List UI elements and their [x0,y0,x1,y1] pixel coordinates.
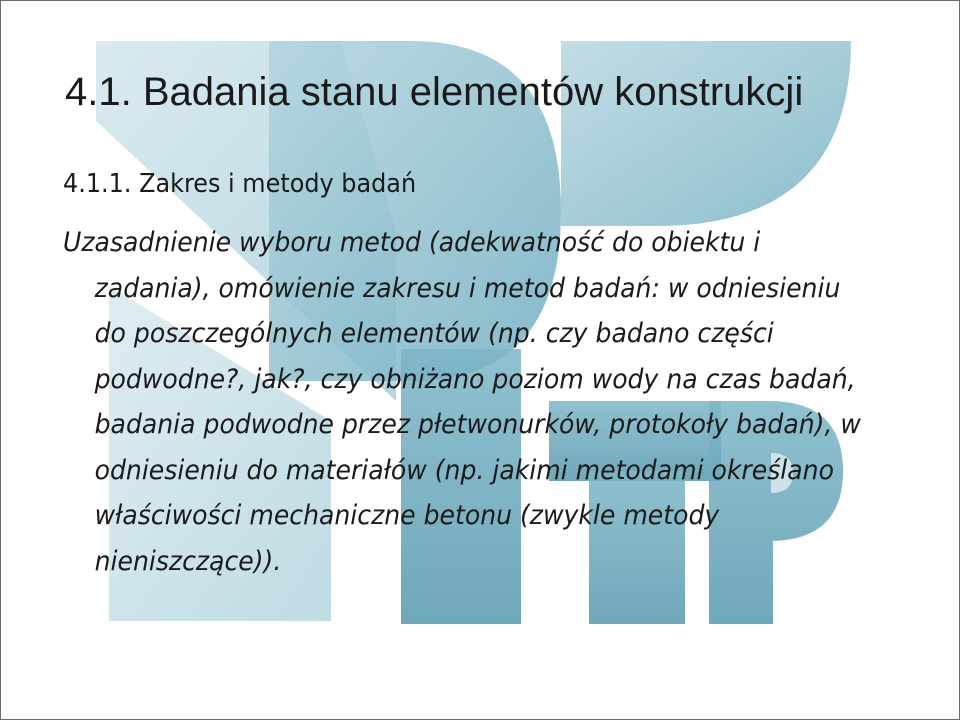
slide-title: 4.1. Badania stanu elementów konstrukcji [65,70,804,114]
body-paragraph: Uzasadnienie wyboru metod (adekwatność do obiektu i zadania), omówienie zakresu i metod badań: w odniesieniu do poszczególnych elementów (np. czy badano części podwodne?, jak?, czy obniżano poziom wody na czas badań, badania podwodne przez płetwonurków, protokoły badań), w odniesieniu do materiałów (np. jakimi metodami określano właściwości mechaniczne betonu (zwykle metody nieniszczące)). [63,227,861,577]
section-subtitle: 4.1.1. Zakres i metody badań [63,169,417,199]
